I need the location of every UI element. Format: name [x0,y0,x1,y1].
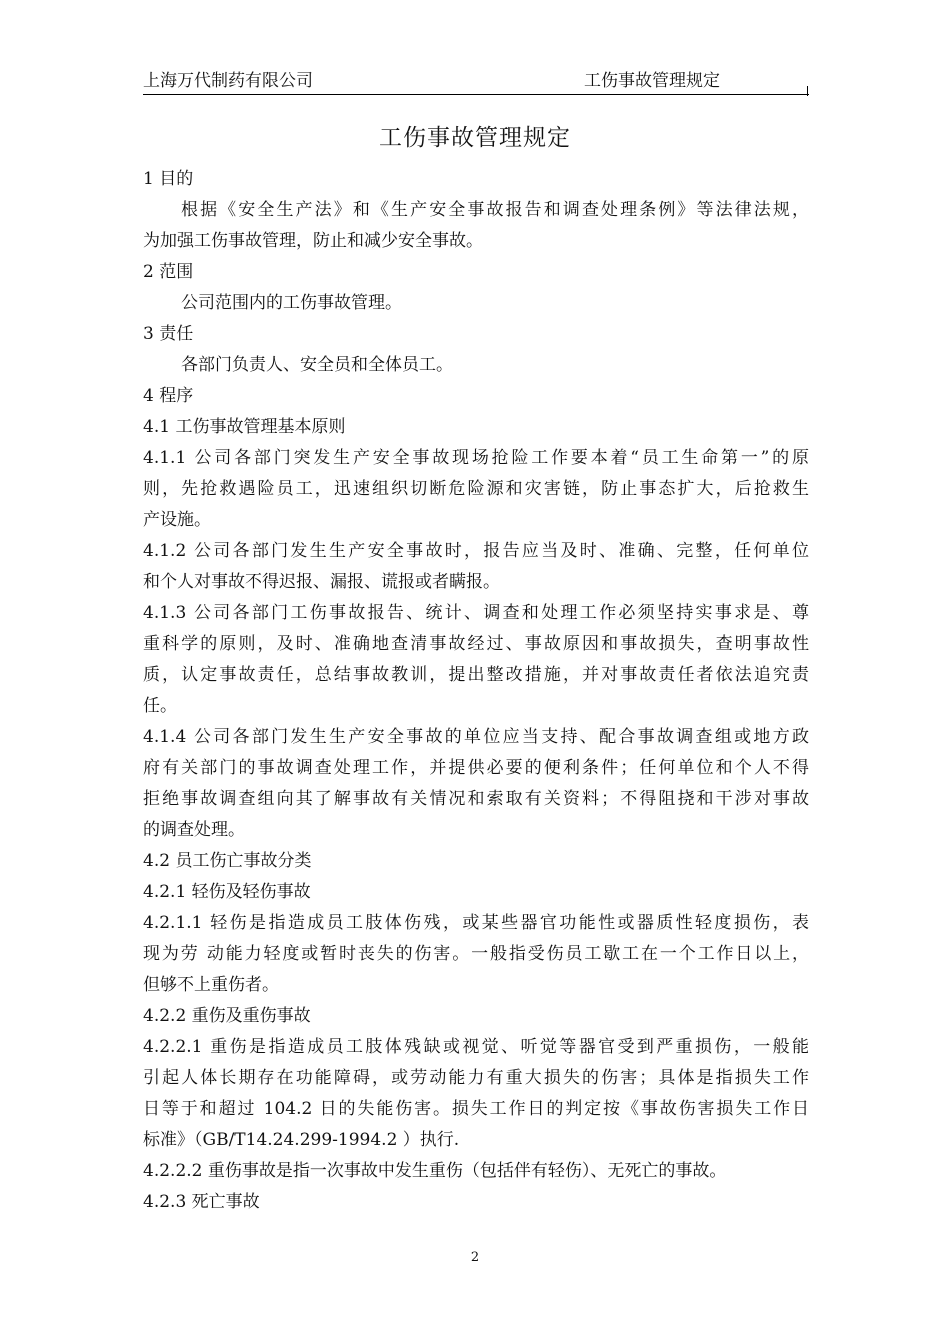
body-line: 4.2.2.2 重伤事故是指一次事故中发生重伤（包括伴有轻伤）、无死亡的事故。 [143,1161,727,1181]
body-line: 4.2.3 死亡事故 [143,1192,260,1212]
body-line: 公司范围内的工伤事故管理。 [181,293,402,313]
body-line: 现为劳 动能力轻度或暂时丧失的伤害。一般指受伤员工歇工在一个工作日以上， [143,944,809,964]
body-line: 2 范围 [143,262,194,282]
body-line: 4.1.3 公司各部门工伤事故报告、统计、调查和处理工作必须坚持实事求是、尊 [143,603,809,623]
body-line: 为加强工伤事故管理，防止和减少安全事故。 [143,231,483,251]
body-line: 4.2.1.1 轻伤是指造成员工肢体伤残，或某些器官功能性或器质性轻度损伤，表 [143,913,809,933]
body-line: 产设施。 [143,510,211,530]
body-line: 4.2.1 轻伤及轻伤事故 [143,882,311,902]
body-line: 各部门负责人、安全员和全体员工。 [181,355,453,375]
page-footer [0,1250,950,1265]
body-line: 4.1.1 公司各部门突发生产安全事故现场抢险工作要本着“员工生命第一”的原 [143,448,809,468]
body-line: 4 程序 [143,386,194,406]
body-line: 府有关部门的事故调查处理工作，并提供必要的便利条件；任何单位和个人不得 [143,758,809,778]
body-line: 质，认定事故责任，总结事故教训，提出整改措施，并对事故责任者依法追究责 [143,665,809,685]
body-line: 的调查处理。 [143,820,245,840]
body-line: 4.2.2 重伤及重伤事故 [143,1006,311,1026]
body-line: 4.1.4 公司各部门发生生产安全事故的单位应当支持、配合事故调查组或地方政 [143,727,809,747]
body-line: 标准》（GB/T14.24.299-1994.2 ）执行. [143,1130,460,1150]
header-company-name: 上海万代制药有限公司 [143,71,313,91]
page-number: 2 [470,1250,480,1265]
body-line: 根据《安全生产法》和《生产安全事故报告和调查处理条例》等法律法规， [181,200,809,220]
body-line: 引起人体长期存在功能障碍，或劳动能力有重大损失的伤害；具体是指损失工作 [143,1068,809,1088]
body-line: 任。 [143,696,177,716]
body-line: 则，先抢救遇险员工，迅速组织切断危险源和灾害链，防止事态扩大，后抢救生 [143,479,809,499]
body-line: 4.1 工伤事故管理基本原则 [143,417,346,437]
body-line: 4.2 员工伤亡事故分类 [143,851,312,871]
body-line: 重科学的原则，及时、准确地查清事故经过、事故原因和事故损失，查明事故性 [143,634,809,654]
header-rule-end-mark [807,86,808,96]
document-body [143,164,809,1218]
header-document-name: 工伤事故管理规定 [584,71,720,91]
body-line: 3 责任 [143,324,194,344]
body-line: 但够不上重伤者。 [143,975,279,995]
body-line: 拒绝事故调查组向其了解事故有关情况和索取有关资料；不得阻挠和干涉对事故 [143,789,809,809]
page-header [143,64,809,95]
body-line: 4.1.2 公司各部门发生生产安全事故时，报告应当及时、准确、完整，任何单位 [143,541,809,561]
body-line: 和个人对事故不得迟报、漏报、谎报或者瞒报。 [143,572,500,592]
body-line: 4.2.2.1 重伤是指造成员工肢体残缺或视觉、听觉等器官受到严重损伤，一般能 [143,1037,809,1057]
document-title: 工伤事故管理规定 [379,125,571,151]
body-line: 1 目的 [143,169,194,189]
body-line: 日等于和超过 104.2 日的失能伤害。损失工作日的判定按《事故伤害损失工作日 [143,1099,809,1119]
